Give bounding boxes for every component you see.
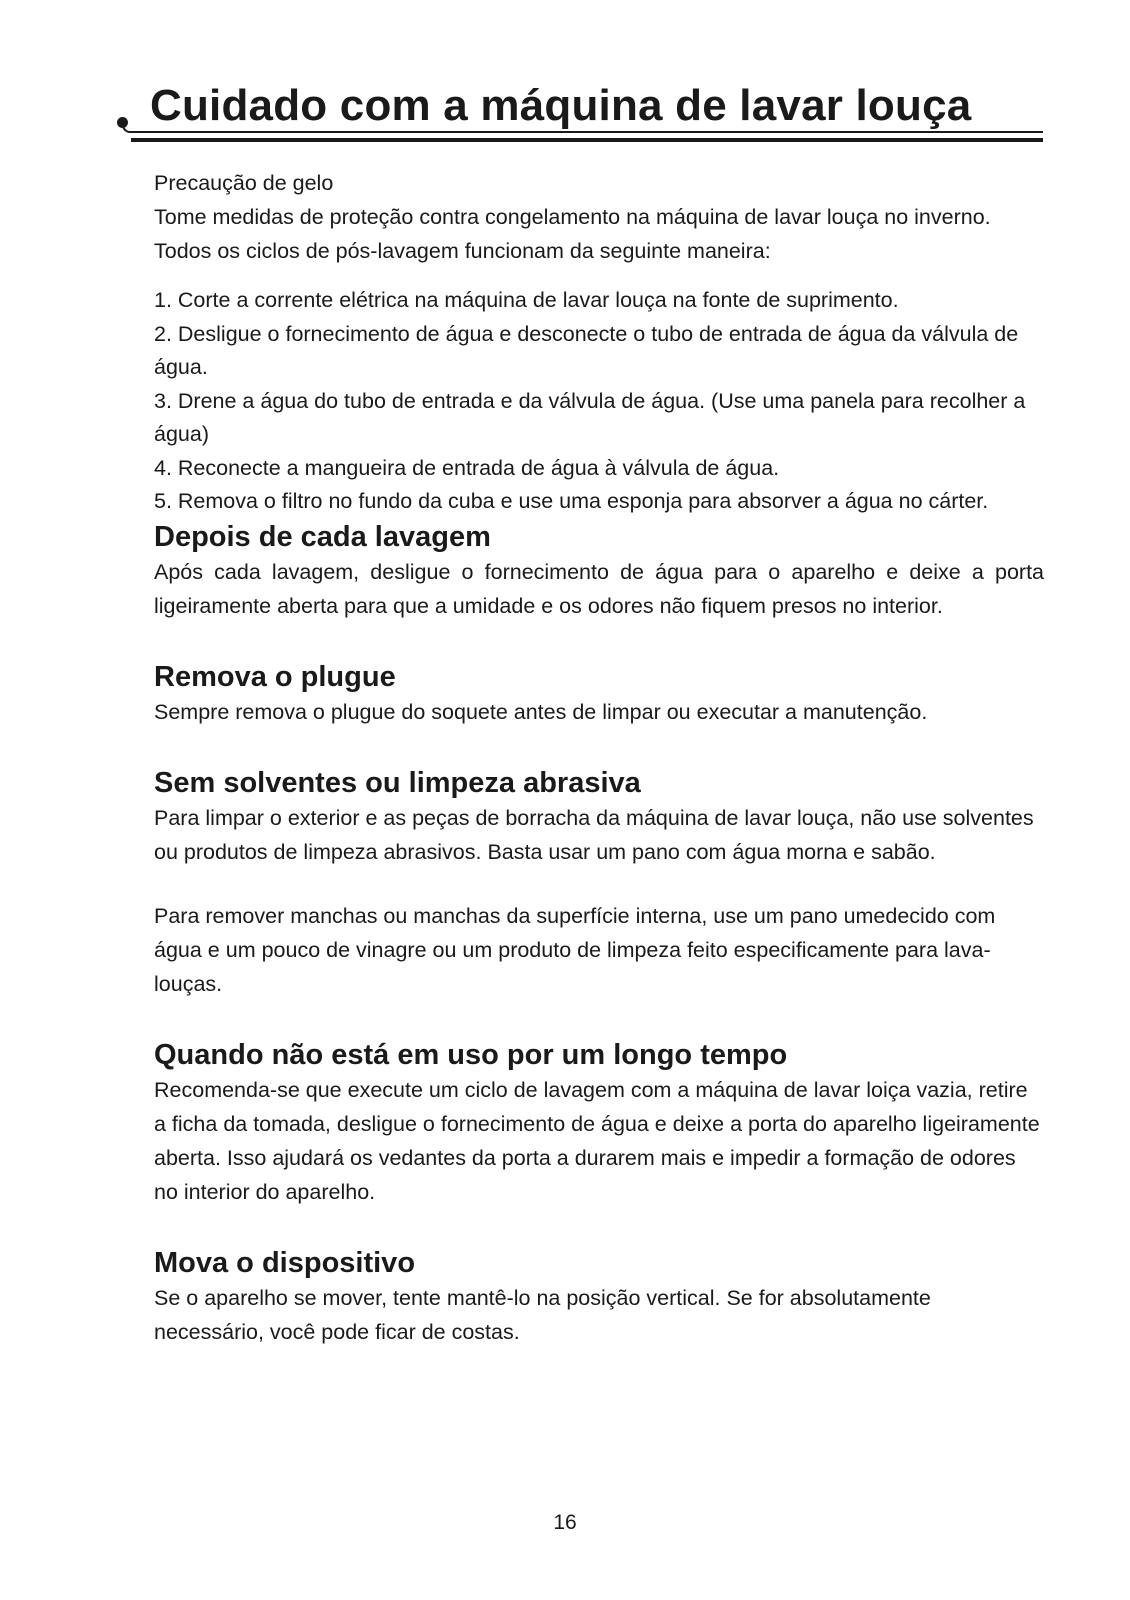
after-wash-heading: Depois de cada lavagem [154, 520, 491, 553]
long-unused-text: Recomenda-se que execute um ciclo de lavagem com a máquina de lavar loiça vazia, retire a ficha da tomada, desligue o fornecimento de água e deixe a porta do aparelho ligeiramente aberta. Isso ajudará os vedantes da porta a durarem mais e impedir a formação de odores no interior do aparelho. [154, 1077, 1040, 1204]
page-header [0, 0, 1130, 150]
title-bullet-icon [117, 117, 128, 128]
page-content [154, 166, 1044, 1349]
page-number: 16 [553, 1511, 577, 1534]
title-underline-thick [131, 138, 1043, 142]
remove-plug-heading: Remova o plugue [154, 660, 396, 693]
frost-step-4: 4. Reconecte a mangueira de entrada de água à válvula de água. [154, 455, 780, 480]
frost-step-5: 5. Remova o filtro no fundo da cuba e use uma esponja para absorver a água no cárter. [154, 489, 989, 513]
frost-section [154, 166, 1044, 519]
after-wash-section [154, 519, 1044, 623]
frost-heading: Precaução de gelo [154, 171, 334, 195]
page-title: Cuidado com a máquina de lavar louça [150, 81, 972, 130]
no-solvents-text-2: Para remover manchas ou manchas da superfície interna, use um pano umedecido com água e um pouco de vinagre ou um produto de limpeza feito especificamente para lava-louças. [154, 903, 996, 996]
long-unused-heading: Quando não está em uso por um longo tempo [154, 1038, 788, 1071]
frost-steps [154, 284, 1044, 519]
remove-plug-text: Sempre remova o plugue do soquete antes de limpar ou executar a manutenção. [154, 699, 928, 724]
after-wash-text: Após cada lavagem, desligue o fornecimento de água para o aparelho e deixe a porta ligeiramente aberta para que a umidade e os odores não fiquem presos no interior. [154, 559, 1044, 618]
frost-step-3: 3. Drene a água do tubo de entrada e da válvula de água. (Use uma panela para recolher a água) [154, 388, 1026, 446]
frost-step-1: 1. Corte a corrente elétrica na máquina de lavar louça na fonte de suprimento. [154, 288, 899, 312]
no-solvents-heading: Sem solventes ou limpeza abrasiva [154, 766, 641, 799]
move-device-text: Se o aparelho se mover, tente mantê-lo na posição vertical. Se for absolutamente necessário, você pode ficar de costas. [154, 1285, 931, 1344]
no-solvents-section [154, 765, 1044, 1001]
move-device-heading: Mova o dispositivo [154, 1246, 416, 1279]
frost-intro: Tome medidas de proteção contra congelamento na máquina de lavar louça no inverno. Todos os ciclos de pós-lavagem funcionam da seguinte maneira: [154, 205, 991, 263]
title-underline-thin [131, 131, 1043, 133]
frost-step-2: 2. Desligue o fornecimento de água e desconecte o tubo de entrada de água da válvula de água. [154, 321, 1019, 379]
remove-plug-section [154, 659, 1044, 729]
long-unused-section [154, 1037, 1044, 1209]
move-device-section [154, 1245, 1044, 1349]
no-solvents-text-1: Para limpar o exterior e as peças de borracha da máquina de lavar louça, não use solventes ou produtos de limpeza abrasivos. Basta usar um pano com água morna e sabão. [154, 805, 1034, 864]
